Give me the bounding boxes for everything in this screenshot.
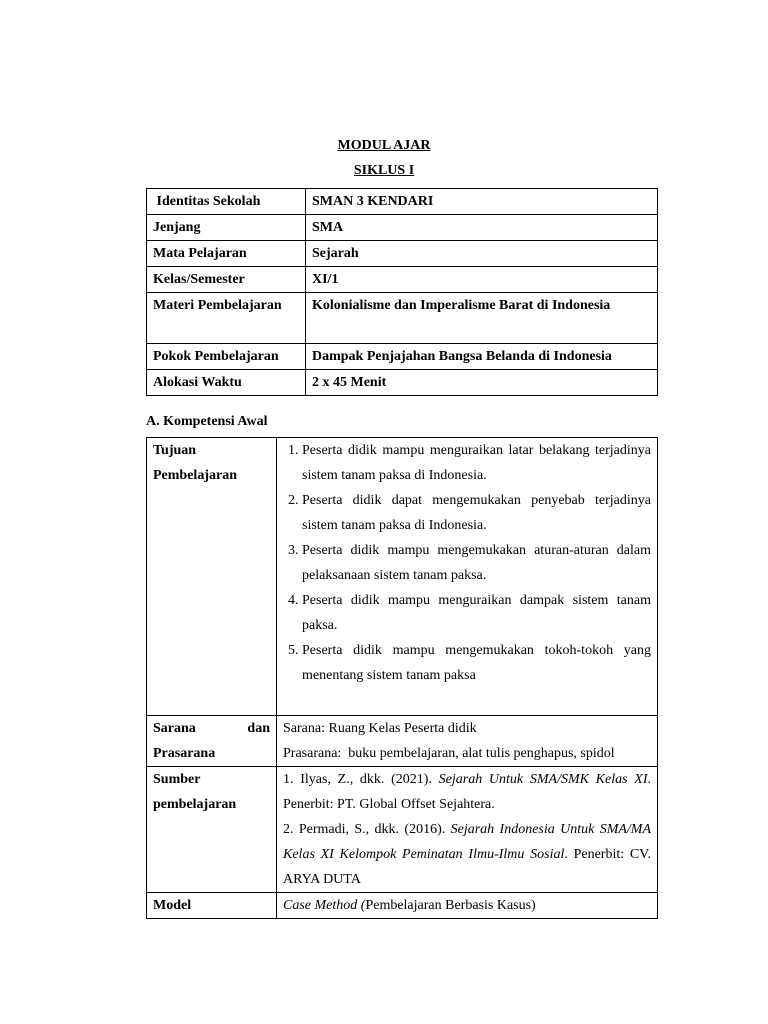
identity-label: Alokasi Waktu <box>147 370 306 396</box>
identity-value: 2 x 45 Menit <box>306 370 658 396</box>
identity-value: Sejarah <box>306 241 658 267</box>
table-row <box>147 716 658 767</box>
sarana-label <box>147 716 277 767</box>
reference-title: Sejarah Indonesia Untuk SMA/MA Kelas XI Kelompok Peminatan Ilmu-Ilmu Sosial <box>283 822 652 862</box>
reference-2 <box>283 817 651 892</box>
reference-publisher: . Penerbit: PT. Global Offset Sejahtera. <box>283 772 651 812</box>
sarana-label-word: dan <box>247 721 270 736</box>
identity-label: Mata Pelajaran <box>147 241 306 267</box>
sumber-cell <box>277 767 658 893</box>
sarana-cell <box>277 716 658 767</box>
table-row <box>147 438 658 716</box>
table-row <box>147 293 658 344</box>
tujuan-cell <box>277 438 658 716</box>
list-item: 3. Peserta didik mampu mengemukakan aturan-aturan dalam pelaksanaan sistem tanam paksa. <box>302 538 651 588</box>
model-label: Model <box>147 893 277 919</box>
identity-value: Dampak Penjajahan Bangsa Belanda di Indonesia <box>306 344 658 370</box>
table-row <box>147 370 658 396</box>
table-row <box>147 267 658 293</box>
list-item: 1. Peserta didik mampu menguraikan latar belakang terjadinya sistem tanam paksa di Indonesia. <box>302 438 651 488</box>
prasarana-label-word: Prasarana <box>153 746 216 761</box>
identity-value: SMA <box>306 215 658 241</box>
list-item: 2. Peserta didik dapat mengemukakan penyebab terjadinya sistem tanam paksa di Indonesia. <box>302 488 651 538</box>
tujuan-label: Tujuan Pembelajaran <box>147 438 277 716</box>
section-heading: A. Kompetensi Awal <box>146 414 268 429</box>
table-row <box>147 241 658 267</box>
tujuan-list <box>283 438 651 688</box>
list-item: 5. Peserta didik mampu mengemukakan tokoh-tokoh yang menentang sistem tanam paksa <box>302 638 651 688</box>
list-item: 4. Peserta didik mampu menguraikan dampak sistem tanam paksa. <box>302 588 651 638</box>
model-name: Case Method ( <box>283 898 366 913</box>
identity-label: Identitas Sekolah <box>147 189 306 215</box>
reference-author: 2. Permadi, S., dkk. (2016). <box>283 822 451 837</box>
table-row <box>147 189 658 215</box>
document-subtitle: SIKLUS I <box>353 163 415 178</box>
kompetensi-table <box>146 437 658 919</box>
sarana-label-line <box>153 716 270 741</box>
reference-1 <box>283 767 651 817</box>
sarana-text: Sarana: Ruang Kelas Peserta didik <box>283 721 477 736</box>
identity-value: XI/1 <box>306 267 658 293</box>
reference-author: 1. Ilyas, Z., dkk. (2021). <box>283 772 439 787</box>
table-row <box>147 344 658 370</box>
table-row <box>147 893 658 919</box>
table-row <box>147 215 658 241</box>
document-title: MODUL AJAR <box>337 138 431 153</box>
identity-label: Materi Pembelajaran <box>147 293 306 344</box>
model-cell <box>277 893 658 919</box>
prasarana-text: Prasarana: buku pembelajaran, alat tulis penghapus, spidol <box>283 746 615 761</box>
identity-label: Pokok Pembelajaran <box>147 344 306 370</box>
identity-table <box>146 188 658 396</box>
reference-publisher: . Penerbit: CV. ARYA DUTA <box>283 847 651 887</box>
identity-label: Kelas/Semester <box>147 267 306 293</box>
identity-value: SMAN 3 KENDARI <box>306 189 658 215</box>
sumber-label: Sumber pembelajaran <box>147 767 277 893</box>
reference-title: Sejarah Untuk SMA/SMK Kelas XI <box>438 772 648 787</box>
table-row <box>147 767 658 893</box>
identity-value: Kolonialisme dan Imperalisme Barat di Indonesia <box>306 293 658 344</box>
model-description: Pembelajaran Berbasis Kasus) <box>365 898 536 913</box>
identity-label: Jenjang <box>147 215 306 241</box>
sarana-label-word: Sarana <box>153 721 196 736</box>
